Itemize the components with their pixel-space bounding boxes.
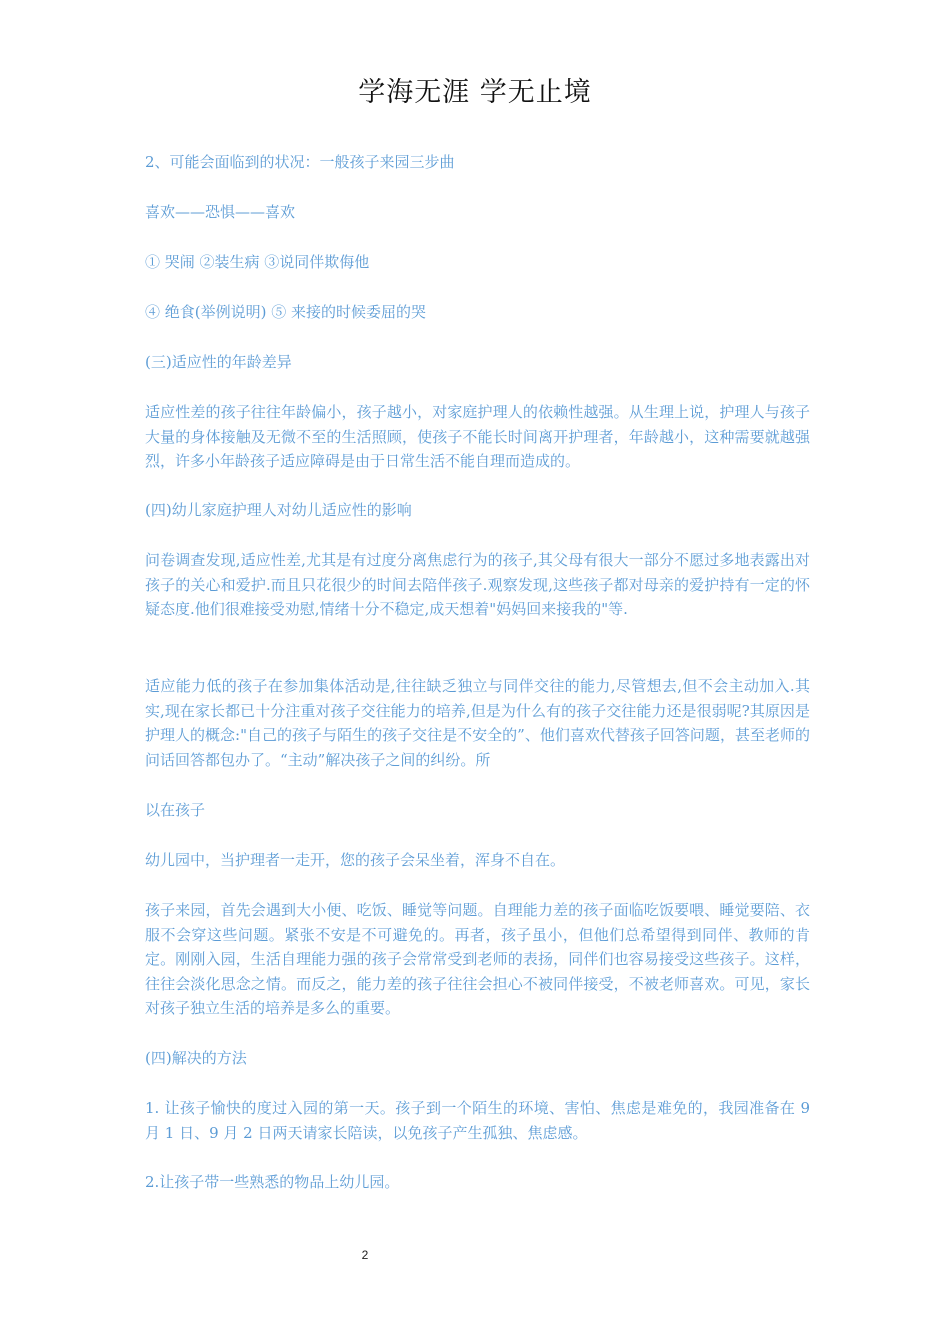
paragraph-solution-1: 1. 让孩子愉快的度过入园的第一天。孩子到一个陌生的环境、害怕、焦虑是难免的，我园准备在 9 月 1 日、9 月 2 日两天请家长陪读，以免孩子产生孤独、焦虑感。 bbox=[145, 1099, 810, 1142]
paragraph-solution-2: 2.让孩子带一些熟悉的物品上幼儿园。 bbox=[145, 1173, 400, 1191]
paragraph-kindergarten: 幼儿园中，当护理者一走开，您的孩子会呆坐着，浑身不自在。 bbox=[145, 851, 566, 869]
page-header-title: 学海无涯 学无止境 bbox=[358, 77, 592, 108]
paragraph-fragment: 以在孩子 bbox=[145, 801, 206, 819]
paragraph-situation-intro: 2、可能会面临到的状况：一般孩子来园三步曲 bbox=[145, 153, 455, 171]
paragraph-behaviors-1: ① 哭闹 ②装生病 ③说同伴欺侮他 bbox=[145, 253, 370, 271]
section-heading-caregiver-influence: (四)幼儿家庭护理人对幼儿适应性的影响 bbox=[145, 501, 412, 519]
paragraph-behaviors-2: ④ 绝食(举例说明) ⑤ 来接的时候委屈的哭 bbox=[145, 303, 427, 321]
paragraph-self-care: 孩子来园，首先会遇到大小便、吃饭、睡觉等问题。自理能力差的孩子面临吃饭要喂、睡觉要陪、衣服不会穿这些问题。紧张不安是不可避免的。再者，孩子虽小，但他们总希望得到同伴、教师的肯定。刚刚入园，生活自理能力强的孩子会常常受到老师的表扬，同伴们也容易接受这些孩子。这样，往往会淡化思念之情。而反之，能力差的孩子往往会担心不被同伴接受，不被老师喜欢。可见，家长对孩子独立生活的培养是多么的重要。 bbox=[145, 901, 810, 1017]
paragraph-social-ability: 适应能力低的孩子在参加集体活动是,往往缺乏独立与同伴交往的能力,尽管想去,但不会主动加入.其实,现在家长都已十分注重对孩子交往能力的培养,但是为什么有的孩子交往能力还是很弱呢?其原因是护理人的概念:"自己的孩子与陌生的孩子交往是不安全的”、他们喜欢代替孩子回答问题，甚至老师的问话回答都包办了。“主动”解决孩子之间的纠纷。所 bbox=[145, 677, 810, 769]
section-heading-age-difference: (三)适应性的年龄差异 bbox=[145, 353, 292, 371]
paragraph-survey-findings: 问卷调查发现,适应性差,尤其是有过度分离焦虑行为的孩子,其父母有很大一部分不愿过多地表露出对孩子的关心和爱护.而且只花很少的时间去陪伴孩子.观察发现,这些孩子都对母亲的爱护持有一定的怀疑态度.他们很难接受劝慰,情绪十分不稳定,成天想着"妈妈回来接我的"等. bbox=[145, 551, 810, 618]
page-number: 2 bbox=[361, 1248, 369, 1262]
section-heading-solutions: (四)解决的方法 bbox=[145, 1049, 247, 1067]
paragraph-age-difference: 适应性差的孩子往往年龄偏小，孩子越小，对家庭护理人的依赖性越强。从生理上说，护理人与孩子大量的身体接触及无微不至的生活照顾，使孩子不能长时间离开护理者，年龄越小，这种需要就越强烈，许多小年龄孩子适应障碍是由于日常生活不能自理而造成的。 bbox=[145, 403, 810, 470]
paragraph-three-steps: 喜欢——恐惧——喜欢 bbox=[145, 203, 296, 221]
